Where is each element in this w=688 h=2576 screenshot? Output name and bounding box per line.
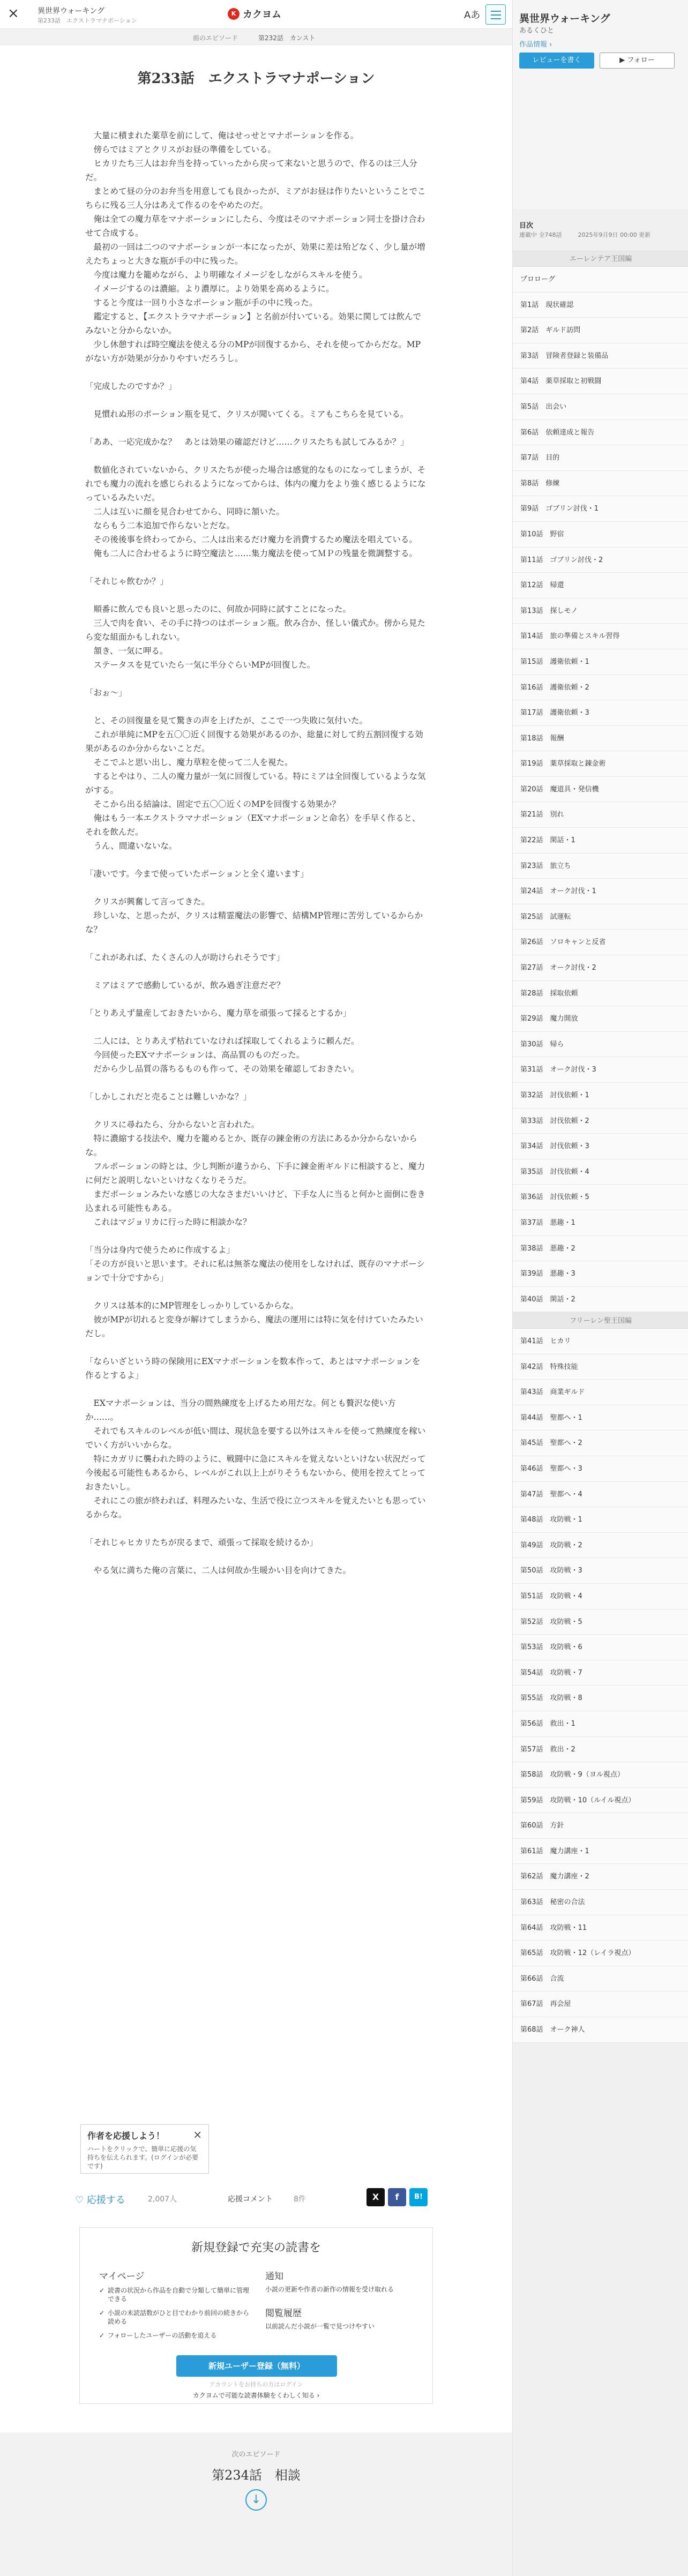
- body-paragraph: 見慣れぬ形のポーション瓶を見て、クリスが聞いてくる。ミアもこちらを見ている。: [85, 409, 409, 419]
- toc-episode-link[interactable]: 第49話 攻防戦・2: [513, 1533, 688, 1559]
- toc-episode-link[interactable]: 第56話 救出・1: [513, 1711, 688, 1737]
- toc-episode-link[interactable]: 第35話 討伐依頼・4: [513, 1159, 688, 1185]
- body-paragraph: 傍らではミアとクリスがお昼の準備をしている。: [85, 145, 276, 154]
- body-paragraph: [85, 393, 428, 407]
- mypage-feature: ✓ フォローしたユーザーの活動を追える: [99, 2331, 249, 2340]
- body-paragraph: クリスに尋ねたら、分からないと言われた。: [85, 1120, 260, 1129]
- toc-episode-link[interactable]: 第30話 帰ら: [513, 1032, 688, 1058]
- toc-episode-link[interactable]: 第65話 攻防戦・12（レイラ視点）: [513, 1941, 688, 1966]
- mypage-feature: ✓ 小説の未読話数がひと目でわかり前回の続きから読める: [99, 2309, 249, 2326]
- menu-line-icon: [491, 11, 501, 12]
- logo-text: カクヨム: [243, 9, 281, 20]
- toc-episode-link[interactable]: 第24話 オーク討伐・1: [513, 879, 688, 904]
- body-paragraph: それにこの旅が終われば、料理みたいな、生活で役に立つスキルを覚えたいとも思っているからな。: [85, 1496, 426, 1519]
- toc-episode-link[interactable]: 第68話 オーク神人: [513, 2017, 688, 2043]
- toc-episode-link[interactable]: 第28話 採取依頼: [513, 981, 688, 1007]
- body-paragraph: 「その方が良いと思います。それに私は無茶な魔法の使用をしなければ、既存のマナポーションで十分ですから」: [85, 1259, 425, 1283]
- body-paragraph: 二人には、とりあえず枯れていなければ採取してくれるように頼んだ。: [85, 1036, 360, 1046]
- toc-episode-link[interactable]: 第9話 ゴブリン討伐・1: [513, 496, 688, 522]
- body-paragraph: フルポーションの時とは、少し判断が違うから、下手に錬金術ギルドに相談すると、魔力に何だと説明しないといけなくなりそうだ。: [85, 1162, 425, 1185]
- toc-episode-link[interactable]: 第13話 探しモノ: [513, 598, 688, 624]
- next-episode-section: [0, 2432, 512, 2576]
- body-paragraph: 特にカガリに襲われた時のように、戦闘中に急にスキルを覚えないといけない状況だって今後起る可能性もあるから、レベルがこれ以上上がりそうもないから、使用を控えてとっておきたいし。: [85, 1454, 426, 1492]
- body-paragraph: 今回使ったEXマナポーションは、高品質のものだった。: [85, 1050, 305, 1060]
- body-paragraph: 「とりあえず量産しておきたいから、魔力草を頑張って採るとするか」: [85, 1008, 352, 1018]
- notify-title: 通知: [265, 2271, 283, 2282]
- toc-count: 連載中 全748話: [519, 231, 562, 238]
- toc-episode-link[interactable]: 第21話 別れ: [513, 802, 688, 828]
- toc-episode-link[interactable]: 第33話 討伐依頼・2: [513, 1109, 688, 1134]
- body-paragraph: [85, 588, 428, 602]
- body-paragraph: 「しかしこれだと売ることは難しいかな？」: [85, 1092, 252, 1102]
- body-paragraph: 「これがあれば、たくさんの人が助けられそうです」: [85, 953, 285, 962]
- body-paragraph: [85, 881, 428, 895]
- toc-section-header[interactable]: フリーレン聖王国編: [513, 1313, 688, 1329]
- body-paragraph: それでもスキルのレベルが低い間は、現状急を要する以外はスキルを使って熟練度を稼いでいく方がいいからな。: [85, 1426, 426, 1450]
- comment-button[interactable]: 応援コメント: [228, 2195, 273, 2204]
- notify-text: 小説の更新や作者の新作の情報を受け取れる: [265, 2286, 394, 2293]
- toc-episode-link[interactable]: 第17話 護衛依頼・3: [513, 700, 688, 726]
- body-paragraph: 俺は全ての魔力草をマナポーションにしたら、今度はそのマナポーション同士を掛け合わせて合成する。: [85, 214, 425, 238]
- toc-episode-link[interactable]: 第16話 護衛依頼・2: [513, 675, 688, 701]
- toc-episode-link[interactable]: 第23話 旅立ち: [513, 853, 688, 879]
- toc-episode-link[interactable]: 第46話 聖都へ・3: [513, 1456, 688, 1482]
- toc-episode-link[interactable]: 第20話 魔道具・発信機: [513, 777, 688, 803]
- body-paragraph: 頷き、一気に呷る。: [85, 646, 168, 656]
- toc-episode-link[interactable]: 第47話 聖都へ・4: [513, 1482, 688, 1508]
- toc-episode-link[interactable]: 第57話 救出・2: [513, 1737, 688, 1763]
- toc-episode-link[interactable]: 第27話 オーク討伐・2: [513, 955, 688, 981]
- toc-episode-link[interactable]: 第41話 ヒカリ: [513, 1329, 688, 1354]
- toc-menu-button[interactable]: [485, 4, 506, 25]
- body-paragraph: これが単純にMPを五〇〇近く回復する効果があるのか、総量に対して約五割回復する効果があるのか分からないことだ。: [85, 730, 423, 753]
- mypage-list: [99, 2286, 249, 2340]
- body-paragraph: [85, 115, 428, 129]
- work-info-link[interactable]: 作品情報 ›: [519, 41, 552, 49]
- sidebar-work-info: [513, 0, 688, 209]
- body-paragraph: 「完成したのですか？」: [85, 381, 177, 391]
- body-paragraph: [85, 1076, 428, 1090]
- toc-episode-link[interactable]: 第29話 魔力開放: [513, 1006, 688, 1032]
- toc-episode-link[interactable]: 第59話 攻防戦・10（ルイル視点）: [513, 1788, 688, 1814]
- body-paragraph: そこから出る結論は、固定で五〇〇近くのMPを回復する効果か？: [85, 799, 340, 809]
- body-paragraph: [85, 672, 428, 686]
- body-paragraph: [85, 992, 428, 1006]
- body-paragraph: 俺はもう一本エクストラマナポーション（EXマナポーションと命名）を手早く作ると、それを飲んだ。: [85, 813, 421, 837]
- body-paragraph: [85, 365, 428, 379]
- menu-line-icon: [491, 14, 501, 16]
- sidebar-work-title[interactable]: 異世界ウォーキング: [519, 13, 610, 25]
- next-episode-title[interactable]: 第234話 相談: [212, 2468, 301, 2483]
- toc-episode-link[interactable]: 第45話 聖都へ・2: [513, 1431, 688, 1456]
- body-paragraph: 「ああ、一応完成かな？ あとは効果の確認だけど……クリスたちも試してみるか？」: [85, 437, 409, 447]
- body-paragraph: 珍しいな、と思ったが、クリスは精霊魔法の影響で、結構MP管理に苦労しているからかな？: [85, 911, 423, 934]
- ouen-count[interactable]: 2,007人: [148, 2195, 177, 2204]
- body-paragraph: 俺も二人に合わせるように時空魔法と……集力魔法を使ってＭＰの残量を微調整する。: [85, 549, 418, 558]
- body-paragraph: [85, 937, 428, 950]
- toc-episode-link[interactable]: 第25話 試運転: [513, 904, 688, 930]
- follow-button[interactable]: ▶ フォロー: [600, 53, 675, 69]
- toc-episode-link[interactable]: 第42話 特殊技能: [513, 1354, 688, 1380]
- toc-episode-link[interactable]: 第52話 攻防戦・5: [513, 1609, 688, 1635]
- notify-column: [265, 2268, 415, 2331]
- toc-sidebar: [512, 0, 688, 2576]
- toc-episode-link[interactable]: 第11話 ゴブリン討伐・2: [513, 548, 688, 573]
- login-link[interactable]: アカウントをお持ちの方はログイン: [209, 2381, 303, 2388]
- history-text: 以前読んだ小説が一覧で見つけやすい: [265, 2323, 375, 2330]
- toc-episode-link[interactable]: 第50話 攻防戦・3: [513, 1558, 688, 1584]
- body-paragraph: ミアはミアで感動しているが、飲み過ぎ注意だぞ？: [85, 980, 285, 990]
- sidebar-author[interactable]: あるくひと: [519, 27, 555, 35]
- body-paragraph: [85, 1229, 428, 1243]
- comment-count[interactable]: 8件: [294, 2195, 306, 2204]
- toc-episode-link[interactable]: 第34話 討伐依頼・3: [513, 1134, 688, 1159]
- body-paragraph: [85, 421, 428, 435]
- body-paragraph: クリスが興奮して言ってきた。: [85, 897, 210, 907]
- body-paragraph: 特に濃縮する技法や、魔力を籠めるとか、既存の錬金術の方法にあるか分からないからな。: [85, 1134, 417, 1157]
- toc-episode-link[interactable]: 第40話 閑話・2: [513, 1287, 688, 1313]
- body-paragraph: 「ならいざという時の保険用にEXマナポーションを数本作って、あとはマナポーションを作るとするよ」: [85, 1357, 421, 1380]
- episode-nav-bar: [0, 29, 512, 45]
- body-paragraph: 「当分は身内で使うために作成するよ」: [85, 1245, 235, 1255]
- body-paragraph: 少し休憩すれば時空魔法を使える分のMPが回復するから、それを使ってからだな。MPがない方が効果が分かりやすいだろうし。: [85, 340, 421, 363]
- write-review-button[interactable]: レビューを書く: [519, 53, 594, 69]
- toc-episode-link[interactable]: 第32話 討伐依頼・1: [513, 1083, 688, 1109]
- body-paragraph: [85, 1549, 428, 1563]
- menu-line-icon: [491, 18, 501, 19]
- toc-episode-link[interactable]: 第60話 方針: [513, 1813, 688, 1839]
- toc-episode-link[interactable]: 第64話 攻防戦・11: [513, 1915, 688, 1941]
- body-paragraph: [85, 1104, 428, 1118]
- font-settings-button[interactable]: Aあ: [464, 10, 481, 21]
- toc-episode-link[interactable]: 第53話 攻防戦・6: [513, 1635, 688, 1660]
- toc-episode-link[interactable]: 第6話 依頼達成と報告: [513, 420, 688, 446]
- toc-episode-link[interactable]: プロローグ: [513, 267, 688, 293]
- body-paragraph: [85, 1020, 428, 1034]
- toc-episode-link[interactable]: 第54話 攻防戦・7: [513, 1660, 688, 1686]
- body-paragraph: クリスは基本的にMP管理をしっかりしているからな。: [85, 1301, 298, 1311]
- learn-more-link[interactable]: カクヨムで可能な読書体験をくわしく知る ›: [192, 2392, 320, 2399]
- body-paragraph: 二人は互いに顔を見合わせてから、同時に頷いた。: [85, 507, 285, 516]
- body-paragraph: 「それじゃヒカリたちが戻るまで、頑張って採取を続けるか」: [85, 1538, 318, 1547]
- facebook-share-icon[interactable]: f: [388, 2188, 406, 2206]
- body-paragraph: 三人で肉を食い、その手に持つのはポーション瓶。飲み合か、怪しい儀式か。傍から見たら変な組面かもしれない。: [85, 618, 425, 642]
- mypage-title: マイページ: [99, 2271, 145, 2282]
- toc-episode-link[interactable]: 第26話 ソロキャンと反省: [513, 930, 688, 955]
- toc-episode-link[interactable]: 第67話 再会屋: [513, 1991, 688, 2017]
- body-paragraph: イメージするのは濃縮。より濃厚に。より効果を高めるように。: [85, 284, 334, 294]
- logo-mark-icon: K: [228, 8, 240, 20]
- body-paragraph: [85, 700, 428, 714]
- body-paragraph: 彼がMPが切れると変身が解けてしまうから、魔法の運用には特に気を付けていたみたいだし。: [85, 1315, 423, 1338]
- toc-episode-link[interactable]: 第12話 帰還: [513, 573, 688, 598]
- close-icon[interactable]: ×: [8, 5, 19, 21]
- mypage-column: [99, 2268, 249, 2345]
- prev-episode-link[interactable]: 前のエピソード: [193, 34, 238, 42]
- body-paragraph: 「おぉ〜」: [85, 688, 127, 698]
- support-text: ハートをクリックで、簡単に応援の気持ちを伝えられます。(ログインが必要です): [87, 2145, 199, 2170]
- toc-episode-link[interactable]: 第37話 悪趣・1: [513, 1210, 688, 1236]
- body-paragraph: [85, 964, 428, 978]
- toc-episode-link[interactable]: 第66話 合流: [513, 1966, 688, 1992]
- toc-episode-link[interactable]: 第14話 旅の準備とスキル習得: [513, 624, 688, 649]
- toc-episode-link[interactable]: 第58話 攻防戦・9（ヨル視点）: [513, 1762, 688, 1788]
- toc-episode-link[interactable]: 第10話 野宿: [513, 522, 688, 548]
- body-paragraph: ヒカリたち三人はお弁当を持っていったから戻って来ないと思うので、作るのは三人分だ。: [85, 159, 417, 182]
- body-paragraph: [85, 853, 428, 867]
- body-paragraph: 最初の一回は二つのマナポーションが一本になったが、効果に差は殆どなく、少し量が増えたちょっと大きな瓶が手の中に残った。: [85, 242, 425, 266]
- body-paragraph: [85, 1382, 428, 1396]
- toc-episode-link[interactable]: 第15話 護衛依頼・1: [513, 649, 688, 675]
- toc-episode-link[interactable]: 第62話 魔力講座・2: [513, 1864, 688, 1890]
- hatena-share-icon[interactable]: B!: [409, 2188, 428, 2206]
- toc-list-section1: [513, 251, 688, 1312]
- body-paragraph: 「それじゃ飲むか？」: [85, 576, 169, 586]
- toc-episode-link[interactable]: 第39話 悪趣・3: [513, 1261, 688, 1287]
- body-paragraph: 今度は魔力を籠めながら、より明確なイメージをしながらスキルを使う。: [85, 270, 368, 280]
- body-paragraph: これはマジョリカに行った時に相談かな？: [85, 1217, 251, 1227]
- close-icon[interactable]: ×: [193, 2128, 202, 2141]
- body-paragraph: すると今度は一回り小さなポーション瓶が手の中に残った。: [85, 298, 318, 308]
- toc-episode-link[interactable]: 第43話 商業ギルド: [513, 1380, 688, 1405]
- toc-episode-link[interactable]: 第1話 現状確認: [513, 293, 688, 318]
- toc-list-section2: [513, 1313, 688, 2043]
- prev-episode-title[interactable]: 第232話 カンスト: [258, 34, 316, 42]
- register-button[interactable]: 新規ユーザー登録（無料）: [176, 2355, 337, 2377]
- toc-episode-link[interactable]: 第2話 ギルド訪問: [513, 318, 688, 343]
- toc-episode-link[interactable]: 第51話 攻防戦・4: [513, 1584, 688, 1609]
- next-episode-label: 次のエピソード: [231, 2451, 281, 2459]
- toc-episode-link[interactable]: 第36話 討伐依頼・5: [513, 1185, 688, 1210]
- arrow-down-icon[interactable]: ↓: [245, 2489, 267, 2511]
- toc-section-header[interactable]: エーレンテア王国編: [513, 251, 688, 267]
- toc-episode-link[interactable]: 第22話 閑話・1: [513, 828, 688, 853]
- toc-episode-link[interactable]: 第55話 攻防戦・8: [513, 1686, 688, 1711]
- header-episode-title: 第233話 エクストラマナポーション: [38, 17, 137, 24]
- body-paragraph: [85, 560, 428, 574]
- support-author-box: [80, 2124, 209, 2174]
- body-paragraph: [85, 1522, 428, 1536]
- episode-body: [85, 115, 428, 1577]
- toc-episode-link[interactable]: 第38話 悪趣・2: [513, 1236, 688, 1262]
- header-work-title[interactable]: 異世界ウォーキング: [38, 7, 105, 16]
- toc-episode-link[interactable]: 第3話 冒険者登録と装備品: [513, 343, 688, 369]
- body-paragraph: 「凄いです。今まで使っていたポーションと全く違います」: [85, 869, 309, 879]
- ouen-button[interactable]: ♡ 応援する: [75, 2195, 125, 2206]
- body-paragraph: ならもう二本追加で作らないとだな。: [85, 521, 235, 530]
- toc-episode-link[interactable]: 第48話 攻防戦・1: [513, 1507, 688, 1533]
- body-paragraph: 数値化されていないから、クリスたちが使った場合は感覚的なものになってしまうが、それでも魔力の流れを感じられるようになってからは、体内の魔力をより強く感じるようになっているみたいだ。: [85, 465, 426, 503]
- body-paragraph: まだポーションみたいな感じの大なさまだいいけど、下手な人に当ると何かと面倒に巻き込まれる可能性もある。: [85, 1189, 425, 1213]
- register-title: 新規登録で充実の読書を: [191, 2241, 321, 2255]
- history-title: 閲覧履歴: [265, 2308, 302, 2319]
- toc-episode-link[interactable]: 第8話 修練: [513, 471, 688, 497]
- toc-episode-link[interactable]: 第44話 聖都へ・1: [513, 1405, 688, 1431]
- toc-updated: 2025年9月9日 00:00 更新: [578, 231, 651, 238]
- body-paragraph: [85, 449, 428, 463]
- body-paragraph: その後後事を終わってから、二人は出来るだけ魔力を消費するため魔法を唱えている。: [85, 535, 417, 544]
- toc-episode-link[interactable]: 第63話 秘密の合法: [513, 1890, 688, 1915]
- toc-heading: 目次: [519, 222, 534, 230]
- body-paragraph: [85, 1341, 428, 1354]
- body-paragraph: 順番に飲んでも良いと思ったのに、何故か同時に試すことになった。: [85, 604, 352, 614]
- body-paragraph: と、その回復量を見て驚きの声を上げたが、ここで一つ失敗に気付いた。: [85, 716, 368, 725]
- kakuyomu-logo[interactable]: [228, 6, 281, 21]
- body-paragraph: やる気に満ちた俺の言葉に、二人は何故か生暖かい目を向けてきた。: [85, 1566, 352, 1575]
- mypage-feature: ✓ 読書の状況から作品を自動で分類して簡単に管理できる: [99, 2286, 249, 2303]
- toc-episode-link[interactable]: 第4話 薬草採取と初戦闘: [513, 369, 688, 394]
- toc-episode-link[interactable]: 第61話 魔力講座・1: [513, 1839, 688, 1864]
- body-paragraph: 鑑定すると、【エクストラマナポーション】と名前が付いている。効果に関しては飲んでみないと分からないか。: [85, 312, 421, 335]
- toc-episode-link[interactable]: 第19話 薬草採取と錬金術: [513, 751, 688, 777]
- body-paragraph: ステータスを見ていたら一気に半分ぐらいMPが回復した。: [85, 660, 315, 670]
- body-paragraph: まとめて昼の分のお弁当を用意しても良かったが、ミアがお昼は作りたいということでこちらに残る三人分はあえて作るのをやめたのだ。: [85, 186, 426, 210]
- support-title: 作者を応援しよう！: [87, 2131, 165, 2141]
- toc-episode-link[interactable]: 第5話 出会い: [513, 394, 688, 420]
- body-paragraph: するとやはり、二人の魔力量が一気に回復している。特にミアは全回復しているような気がする。: [85, 772, 426, 795]
- body-paragraph: EXマナポーションは、当分の間熟練度を上げるため用だな。何とも贅沢な使い方か……。: [85, 1398, 396, 1422]
- toc-episode-link[interactable]: 第31話 オーク討伐・3: [513, 1057, 688, 1083]
- body-paragraph: うん、間違いないな。: [85, 841, 177, 851]
- toc-episode-link[interactable]: 第18話 報酬: [513, 726, 688, 752]
- body-paragraph: そこでふと思い出し、魔力草粒を使って二人を視た。: [85, 758, 293, 767]
- body-paragraph: 大量に積まれた薬草を前にして、俺はせっせとマナポーションを作る。: [85, 131, 359, 140]
- episode-actions: [75, 2188, 432, 2210]
- body-paragraph: だから少し品質の落ちるものも作って、その効果を確認しておきたい。: [85, 1064, 360, 1074]
- register-box: [79, 2227, 433, 2404]
- episode-title: 第233話 エクストラマナポーション: [137, 71, 375, 87]
- toc-episode-link[interactable]: 第7話 目的: [513, 445, 688, 471]
- body-paragraph: [85, 1285, 428, 1299]
- toc-meta: [519, 230, 650, 239]
- x-share-icon[interactable]: X: [367, 2188, 385, 2206]
